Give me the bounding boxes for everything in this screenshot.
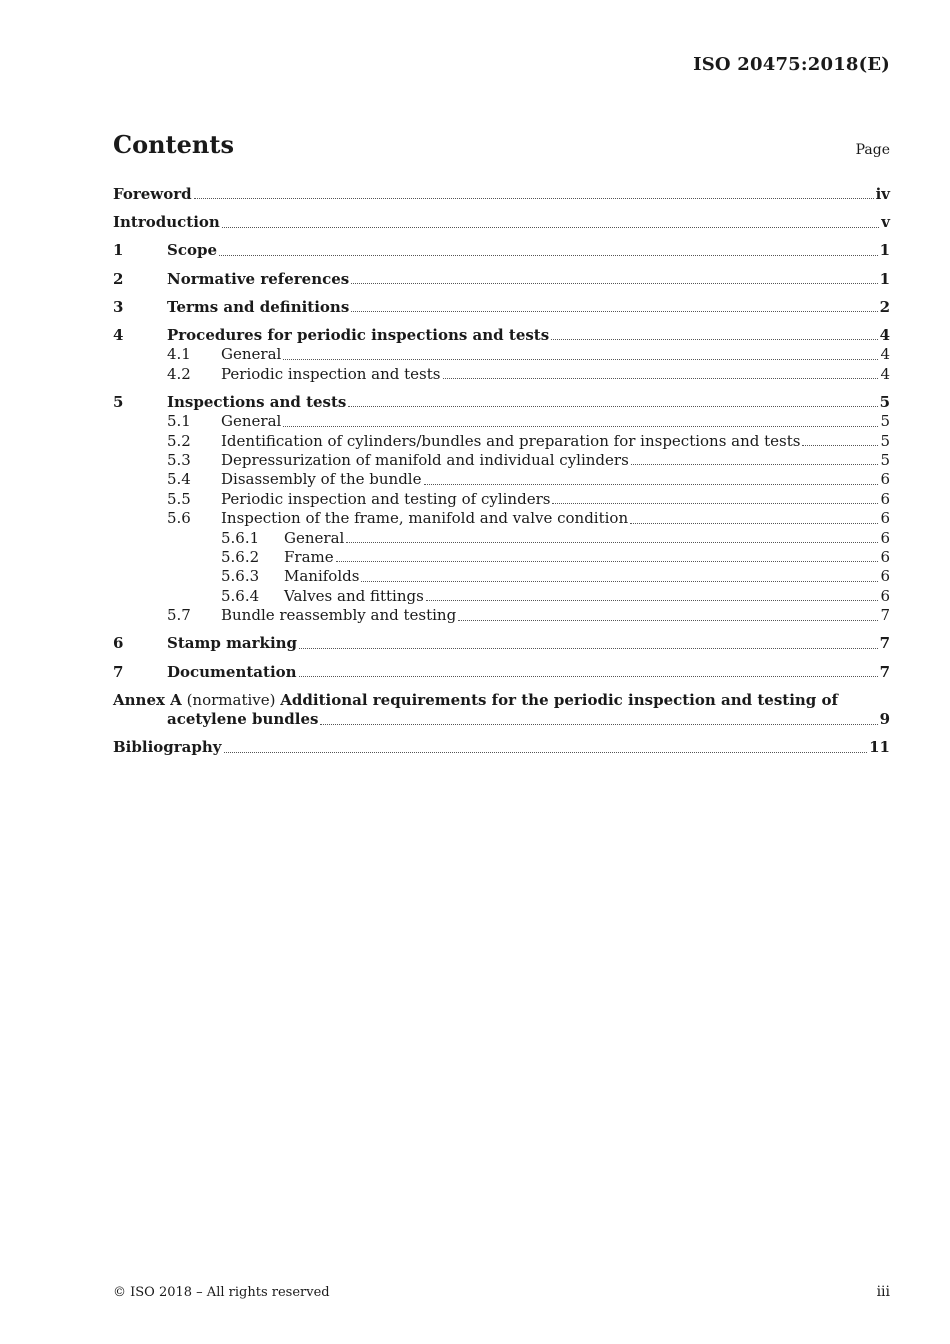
- toc-page: 9: [879, 710, 890, 729]
- toc-entry-5-6-4[interactable]: [113, 587, 890, 606]
- toc-number: 5.5: [167, 489, 191, 508]
- toc-label: Depressurization of manifold and individual cylinders: [221, 451, 629, 470]
- toc-number: 4: [113, 325, 124, 344]
- toc-number: 5.6: [167, 509, 191, 528]
- dot-leader: [283, 358, 878, 360]
- toc-page: 6: [880, 586, 890, 605]
- annex-title-line2: acetylene bundles: [167, 710, 319, 729]
- toc-label: Disassembly of the bundle: [221, 470, 422, 489]
- contents-title: Contents: [113, 130, 234, 159]
- dot-leader: [552, 502, 878, 504]
- toc-entry-4[interactable]: [113, 326, 890, 345]
- toc-label: Periodic inspection and testing of cylinders: [221, 489, 551, 508]
- toc-page: 6: [880, 509, 890, 528]
- toc-label: Procedures for periodic inspections and tests: [167, 325, 550, 344]
- toc-number: 5.6.3: [221, 567, 260, 586]
- toc-number: 2: [113, 269, 124, 288]
- toc-page: 7: [879, 634, 890, 653]
- toc-page: v: [881, 213, 890, 232]
- toc-number: 5.4: [167, 470, 191, 489]
- page-column-label: Page: [855, 142, 890, 158]
- toc-page: 1: [879, 269, 890, 288]
- toc-entry-3[interactable]: [113, 298, 890, 317]
- dot-leader: [283, 425, 878, 427]
- toc-label: Valves and fittings: [284, 586, 424, 605]
- toc-entry-foreword[interactable]: [113, 185, 890, 204]
- toc-number: 4.1: [167, 345, 191, 364]
- annex-prefix: Annex A: [113, 690, 182, 709]
- toc-label: Terms and definitions: [167, 297, 350, 316]
- dot-leader: [346, 541, 878, 543]
- toc-entry-1[interactable]: [113, 241, 890, 260]
- toc-page: 4: [880, 364, 890, 383]
- toc-page: 4: [879, 325, 890, 344]
- toc-entry-4-2[interactable]: [113, 365, 890, 384]
- dot-leader: [424, 483, 879, 485]
- toc-number: 5.1: [167, 412, 191, 431]
- toc-number: 5.3: [167, 451, 191, 470]
- toc-entry-2[interactable]: [113, 270, 890, 289]
- toc-page: 5: [880, 412, 890, 431]
- toc-label: Periodic inspection and tests: [221, 364, 441, 383]
- toc-entry-5-2[interactable]: [113, 432, 890, 451]
- dot-leader: [299, 647, 878, 649]
- dot-leader: [458, 619, 878, 621]
- toc-label: Frame: [284, 548, 334, 567]
- toc-entry-5-6-2[interactable]: [113, 548, 890, 567]
- dot-leader: [348, 405, 877, 407]
- toc-number: 7: [113, 662, 124, 681]
- dot-leader: [802, 444, 878, 446]
- dot-leader: [351, 310, 877, 312]
- toc-entry-introduction[interactable]: [113, 213, 890, 232]
- toc-label: General: [284, 528, 345, 547]
- dot-leader: [426, 599, 879, 601]
- annex-title-line1: Additional requirements for the periodic inspection and testing of: [280, 690, 838, 709]
- toc-entry-annex-a[interactable]: [113, 691, 890, 710]
- toc-number: 6: [113, 634, 124, 653]
- dot-leader: [551, 338, 877, 340]
- toc-entry-5-4[interactable]: [113, 470, 890, 489]
- table-of-contents: [113, 185, 890, 758]
- dot-leader: [631, 463, 879, 465]
- dot-leader: [443, 377, 879, 379]
- toc-entry-annex-a-continued[interactable]: [113, 710, 890, 729]
- toc-page: 2: [879, 297, 890, 316]
- toc-entry-4-1[interactable]: [113, 345, 890, 364]
- toc-entry-5-5[interactable]: [113, 490, 890, 509]
- toc-entry-6[interactable]: [113, 634, 890, 653]
- toc-label: Documentation: [167, 662, 297, 681]
- toc-page: 5: [879, 392, 890, 411]
- dot-leader: [361, 580, 878, 582]
- toc-entry-5-3[interactable]: [113, 451, 890, 470]
- toc-page: 6: [880, 548, 890, 567]
- toc-label: Inspections and tests: [167, 392, 347, 411]
- toc-entry-bibliography[interactable]: [113, 738, 890, 757]
- toc-entry-7[interactable]: [113, 663, 890, 682]
- toc-label: Manifolds: [284, 567, 360, 586]
- toc-entry-5-6-3[interactable]: [113, 567, 890, 586]
- toc-number: 5.6.2: [221, 548, 260, 567]
- toc-number: 1: [113, 241, 124, 260]
- toc-label: General: [221, 345, 282, 364]
- toc-page: 6: [880, 489, 890, 508]
- toc-label: Identification of cylinders/bundles and preparation for inspections and tests: [221, 431, 801, 450]
- toc-entry-5[interactable]: [113, 393, 890, 412]
- toc-label: General: [221, 412, 282, 431]
- toc-label: Introduction: [113, 213, 220, 232]
- dot-leader: [222, 226, 879, 228]
- dot-leader: [224, 751, 868, 753]
- toc-entry-5-7[interactable]: [113, 606, 890, 625]
- toc-label: Normative references: [167, 269, 350, 288]
- toc-page: 5: [880, 451, 890, 470]
- toc-entry-5-1[interactable]: [113, 412, 890, 431]
- toc-label: Stamp marking: [167, 634, 298, 653]
- toc-page: 5: [880, 431, 890, 450]
- toc-page: 4: [880, 345, 890, 364]
- dot-leader: [320, 723, 877, 725]
- toc-label: Scope: [167, 241, 218, 260]
- toc-page: 1: [879, 241, 890, 260]
- dot-leader: [219, 254, 878, 256]
- toc-label: Bundle reassembly and testing: [221, 606, 457, 625]
- footer-copyright: © ISO 2018 – All rights reserved: [113, 1285, 330, 1300]
- toc-number: 4.2: [167, 364, 191, 383]
- toc-page: 6: [880, 528, 890, 547]
- toc-page: 11: [869, 738, 890, 757]
- toc-number: 5.6.1: [221, 528, 260, 547]
- toc-label: Bibliography: [113, 738, 222, 757]
- toc-number: 3: [113, 297, 124, 316]
- toc-page: iv: [875, 185, 890, 203]
- toc-number: 5.6.4: [221, 586, 260, 605]
- toc-label: Foreword: [113, 185, 192, 203]
- toc-number: 5: [113, 392, 124, 411]
- toc-page: 6: [880, 567, 890, 586]
- dot-leader: [351, 282, 877, 284]
- toc-entry-5-6-1[interactable]: [113, 529, 890, 548]
- dot-leader: [299, 675, 878, 677]
- toc-number: 5.7: [167, 606, 191, 625]
- toc-page: 7: [880, 606, 890, 625]
- dot-leader: [336, 560, 879, 562]
- footer-page-number: iii: [876, 1284, 890, 1300]
- toc-entry-5-6[interactable]: [113, 509, 890, 528]
- dot-leader: [194, 197, 874, 199]
- toc-page: 6: [880, 470, 890, 489]
- toc-label: Inspection of the frame, manifold and valve condition: [221, 509, 629, 528]
- toc-page: 7: [879, 662, 890, 681]
- toc-number: 5.2: [167, 431, 191, 450]
- annex-note: (normative): [186, 690, 276, 709]
- dot-leader: [630, 522, 878, 524]
- document-id: ISO 20475:2018(E): [693, 54, 890, 75]
